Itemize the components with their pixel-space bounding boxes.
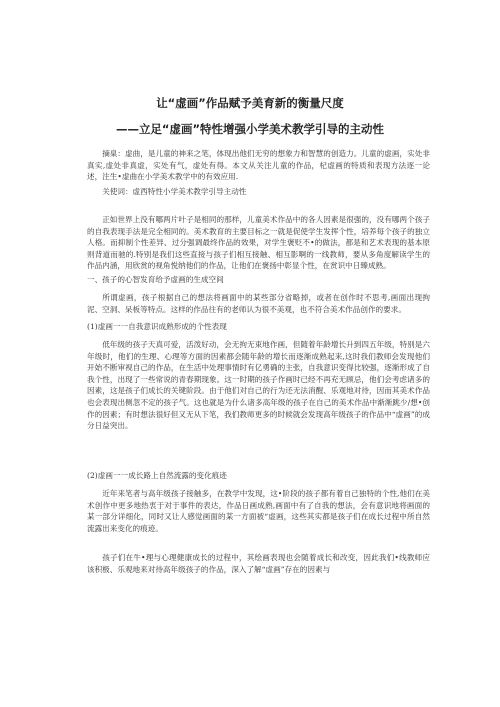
document-subtitle: ——立足“虚画”特性增强小学美术教学引导的主动性 [115, 122, 385, 136]
abstract-text: 摘臬：虚曲，是儿童的神来之笔，体现出他们无穷的想象力和智慧的创造力。儿童的虚画，实处非真实,虚处非真虚，实处有气，虚处有得。本文从关注儿童的作品，杞虚画的特质和表现方法逐一论述，注生•虚曲在小学美术教学中的有效应用. [87, 149, 430, 182]
intro-paragraph [87, 214, 430, 272]
subsection1-text: 低年级的孩子天真可爱，活泼好动，会无拘无束地作画，但随着年龄增长升到四五年级，特别是六年级时，他们的生理、心理等方面的因素都会随年龄的增长而逐渐成熟起来,这时我们教师会发现他们开始不断审视自己的作品，在生活中处理事情时有亿勇确的主张，自我意识变得比较强，逐渐形成了自我个性，出现了一些常说的青春期现象。这一时期的孩子作画时已经不再充无顾忌，他们会考虑诸多的因素，这是孩子们成长的关键阶段。由于他们对自己的行为还无法消醒、乐观地对待，因而其美术作品也会表现出侧忽不定的孩子气。这也就是为什么诸多高年级的孩子在自己的美术作品中渐渐跳少/想•创作的因素；有时想法很好但又无从下笔，我们教师更多的时候就会发现高年级孩子的作品中“虚画”的成分日益突出。 [87, 340, 430, 431]
subsection2-paragraph [87, 488, 430, 534]
document-title: 让“虚画”作品赋予美育新的衡量尺度 [156, 96, 344, 110]
subsection1-heading: (1)虚画一一自我意识成熟形成的个性表现 [87, 322, 227, 331]
subsection1-paragraph [87, 339, 430, 432]
subsection2-paragraph-2 [87, 552, 430, 575]
section1-heading: 一、孩子的心智发育给予虚画的生成空间 [87, 275, 224, 284]
subsection2-heading: (2)虚画一一成长路上自然流露的变化痕迹 [87, 471, 227, 480]
subsection2-text-2: 孩子们在牛•理与心理健康成长的过程中，其绘画表现也会随着成长和改变，因此我们•线教师应该积极、乐观地来对待高年级孩子的作品，深入了解“虚画”存在的因素与 [87, 553, 430, 574]
intro-text: 正如世界上没有哪两片叶子是相同的那样，儿童美术作品中的各人因素是很强的，没有哪两个孩子的自我表现手法是完全相同的。美术教育的主要目标之一就是促使学生发挥个性，培养每个孩子的独立人格。而抑制个性差异、过分强调最终作品的效果，对学生褒贬不•的做法，都是和艺术表现的基本原则背道而驰的.特别是我们这些直接与孩子们相互接触、相互影啊的一线教师，要从多角度解读学生的作品内涵，用欣赏的视角悦纳他们的作品，让他们在褒扬中彰显个性，在赏识中日臻成熟。 [87, 215, 430, 271]
section1-paragraph [87, 292, 430, 315]
abstract-paragraph [87, 148, 430, 183]
section1-text: 所谓虚画，孩子根据自己的想法将画面中的某些部分省略掉，或者在创作时不思考,画面出现拘泥、空洞、呆板等特点。这样的作品往有的老师认为很不美观，也不符合美术作品创作的要求。 [87, 293, 430, 314]
keywords-text: 关使词：虚西特性小学美术教学引导主动性 [102, 187, 247, 196]
keywords-paragraph [87, 186, 430, 198]
subsection2-text: 近年来笔者与高年级孩子接触多，在教学中发现，这•阶段的孩子都有着自己独特的个性,他们在美术创作中更多地热衷于对于事件的表达，作品日画成熟,画面中有了自我的想法，会有意识地将画面的某一部分详细化，同时又让人感觉画面的某一方面被“虚画，这些其实都是孩子们在成长过程中所自然流露出来变化的痕迹。 [87, 489, 430, 533]
